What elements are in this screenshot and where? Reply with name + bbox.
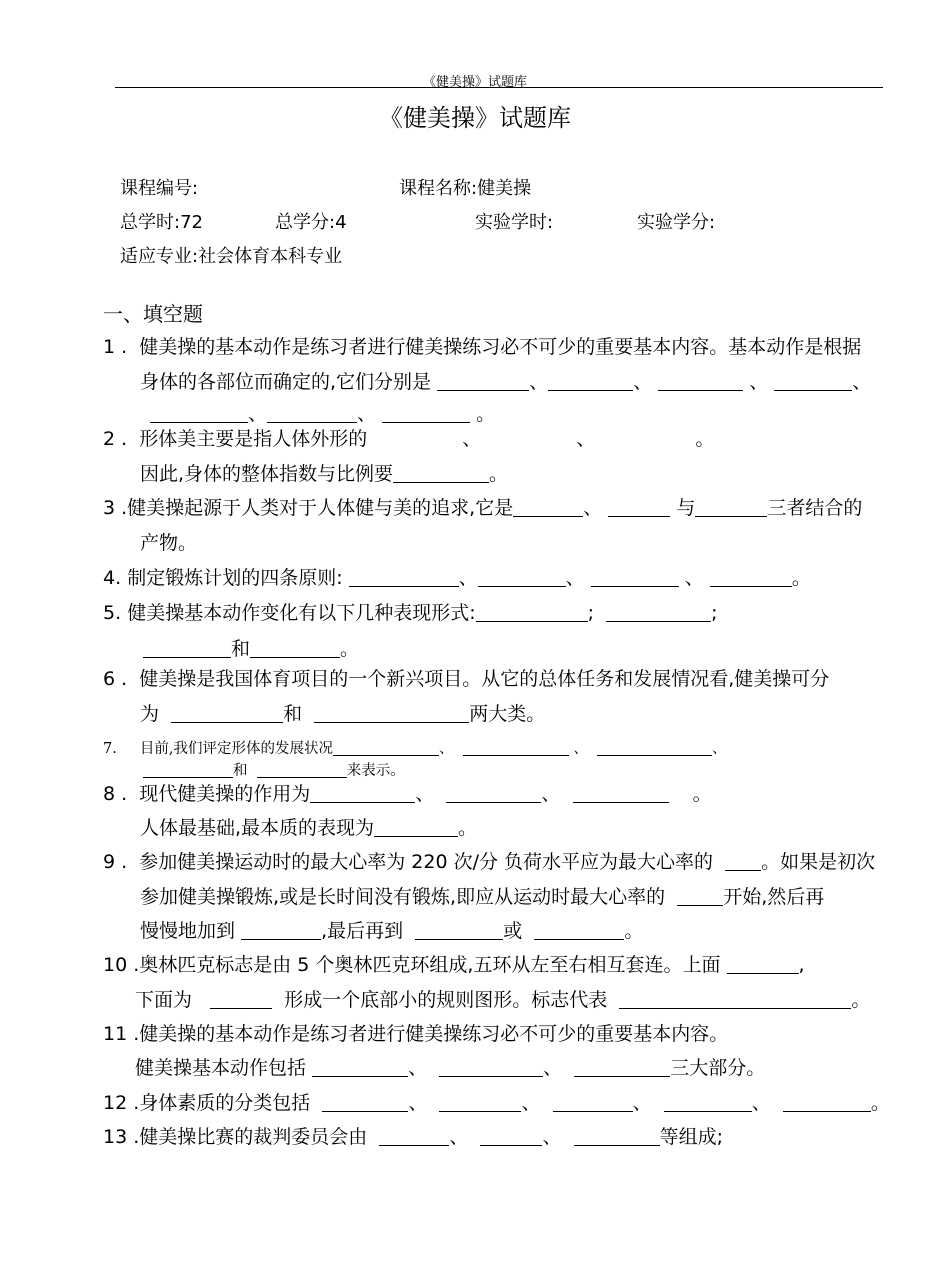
answer-blank[interactable] [374, 816, 458, 837]
answer-blank[interactable] [534, 919, 624, 940]
answer-blank[interactable] [608, 496, 670, 517]
answer-blank[interactable] [143, 761, 233, 777]
answer-blank[interactable] [312, 1056, 408, 1077]
question-10-line-2: 下面为 形成一个底部小的规则图形。标志代表 。 [135, 989, 871, 1011]
header-rule [115, 87, 883, 88]
total-hours: 总学时:72 [120, 212, 203, 233]
answer-blank[interactable] [725, 850, 761, 871]
answer-blank[interactable] [379, 1125, 449, 1146]
applicable-major: 适应专业:社会体育本科专业 [120, 246, 343, 267]
question-13: 13 .健美操比赛的裁判委员会由 、 、 等组成; [103, 1126, 723, 1148]
question-2-line-1: 2 . 形体美主要是指人体外形的 、 、 。 [103, 428, 715, 450]
question-9-line-3: 慢慢地加到 ,最后再到 或 。 [140, 920, 644, 942]
question-12: 12 .身体素质的分类包括 、 、 、 、 。 [103, 1092, 890, 1114]
section-heading-fill-blank: 一、填空题 [103, 302, 203, 326]
question-11-line-1: 11 .健美操的基本动作是练习者进行健美操练习必不可少的重要基本内容。 [103, 1023, 729, 1045]
course-code-label: 课程编号: [120, 178, 199, 199]
answer-blank[interactable] [695, 496, 767, 517]
course-name-label: 课程名称:健美操 [399, 178, 532, 199]
answer-blank[interactable] [476, 601, 588, 622]
answer-blank[interactable] [710, 566, 792, 587]
answer-blank[interactable] [574, 1056, 670, 1077]
answer-blank[interactable] [481, 428, 576, 448]
question-3-line-1: 3 .健美操起源于人类对于人体健与美的追求,它是 、 与 三者结合的 [103, 497, 863, 519]
answer-blank[interactable] [446, 782, 541, 803]
answer-blank[interactable] [513, 496, 583, 517]
answer-blank[interactable] [727, 953, 799, 974]
question-1-line-2: 身体的各部位而确定的,它们分别是 、 、 、 、 [140, 371, 872, 393]
answer-blank[interactable] [595, 428, 695, 448]
question-6-line-1: 6 . 健美操是我国体育项目的一个新兴项目。从它的总体任务和发展情况看,健美操可分 [103, 668, 830, 690]
question-11-line-2: 健美操基本动作包括 、 、 三大部分。 [135, 1057, 766, 1079]
answer-blank[interactable] [267, 402, 357, 423]
question-7-line-2: 和 来表示。 [143, 759, 405, 780]
answer-blank[interactable] [480, 1125, 542, 1146]
answer-blank[interactable] [463, 739, 569, 755]
answer-blank[interactable] [783, 1091, 871, 1112]
question-4: 4. 制定锻炼计划的四条原则: 、 、 、 。 [103, 567, 811, 589]
answer-blank[interactable] [210, 988, 272, 1009]
answer-blank[interactable] [606, 601, 711, 622]
page-title: 《健美操》试题库 [379, 104, 571, 132]
answer-blank[interactable] [310, 782, 415, 803]
question-8-line-1: 8 . 现代健美操的作用为 、 、 。 [103, 783, 712, 805]
answer-blank[interactable] [314, 702, 469, 723]
answer-blank[interactable] [677, 885, 723, 906]
lab-hours: 实验学时: [475, 212, 554, 233]
answer-blank[interactable] [553, 1091, 633, 1112]
answer-blank[interactable] [393, 462, 489, 483]
answer-blank[interactable] [241, 919, 321, 940]
answer-blank[interactable] [478, 566, 566, 587]
answer-blank[interactable] [439, 1091, 521, 1112]
answer-blank[interactable] [171, 702, 283, 723]
question-5-line-2: 和 。 [143, 634, 359, 661]
answer-blank[interactable] [548, 370, 633, 391]
answer-blank[interactable] [250, 637, 340, 658]
answer-blank[interactable] [591, 566, 679, 587]
answer-blank[interactable] [143, 637, 231, 658]
question-1-line-1: 1 . 健美操的基本动作是练习者进行健美操练习必不可少的重要基本内容。基本动作是根据 [103, 336, 862, 358]
question-7-line-1: 7. 目前,我们评定形体的发展状况 、 、 、 [103, 741, 727, 757]
answer-blank[interactable] [439, 1056, 543, 1077]
answer-blank[interactable] [619, 988, 851, 1009]
lab-credits: 实验学分: [637, 212, 716, 233]
answer-blank[interactable] [322, 1091, 408, 1112]
question-3-line-2: 产物。 [140, 532, 198, 554]
answer-blank[interactable] [257, 761, 347, 777]
answer-blank[interactable] [658, 370, 743, 391]
question-9-line-2: 参加健美操锻炼,或是长时间没有锻炼,即应从运动时最大心率的 开始,然后再 [140, 886, 825, 908]
answer-blank[interactable] [367, 428, 462, 448]
answer-blank[interactable] [150, 402, 248, 423]
running-header: 《健美操》试题库 [422, 75, 527, 90]
question-10-line-1: 10 .奥林匹克标志是由 5 个奥林匹克环组成,五环从左至右相互套连。上面 , [103, 954, 805, 976]
answer-blank[interactable] [415, 919, 503, 940]
answer-blank[interactable] [382, 402, 470, 423]
question-6-line-2: 为 和 两大类。 [140, 703, 546, 725]
question-9-line-1: 9 . 参加健美操运动时的最大心率为 220 次/分 负荷水平应为最大心率的 。如果是初次 [103, 851, 876, 873]
answer-blank[interactable] [333, 739, 439, 755]
question-1-line-3: 、 、 。 [150, 399, 495, 426]
question-8-line-2: 人体最基础,最本质的表现为 。 [140, 817, 478, 839]
answer-blank[interactable] [574, 1125, 660, 1146]
answer-blank[interactable] [437, 370, 529, 391]
question-2-line-2: 因此,身体的整体指数与比例要 。 [140, 463, 509, 485]
answer-blank[interactable] [573, 782, 669, 803]
question-5-line-1: 5. 健美操基本动作变化有以下几种表现形式: ; ; [103, 602, 718, 624]
answer-blank[interactable] [664, 1091, 752, 1112]
answer-blank[interactable] [774, 370, 852, 391]
answer-blank[interactable] [349, 566, 459, 587]
total-credits: 总学分:4 [275, 212, 347, 233]
answer-blank[interactable] [597, 739, 712, 755]
